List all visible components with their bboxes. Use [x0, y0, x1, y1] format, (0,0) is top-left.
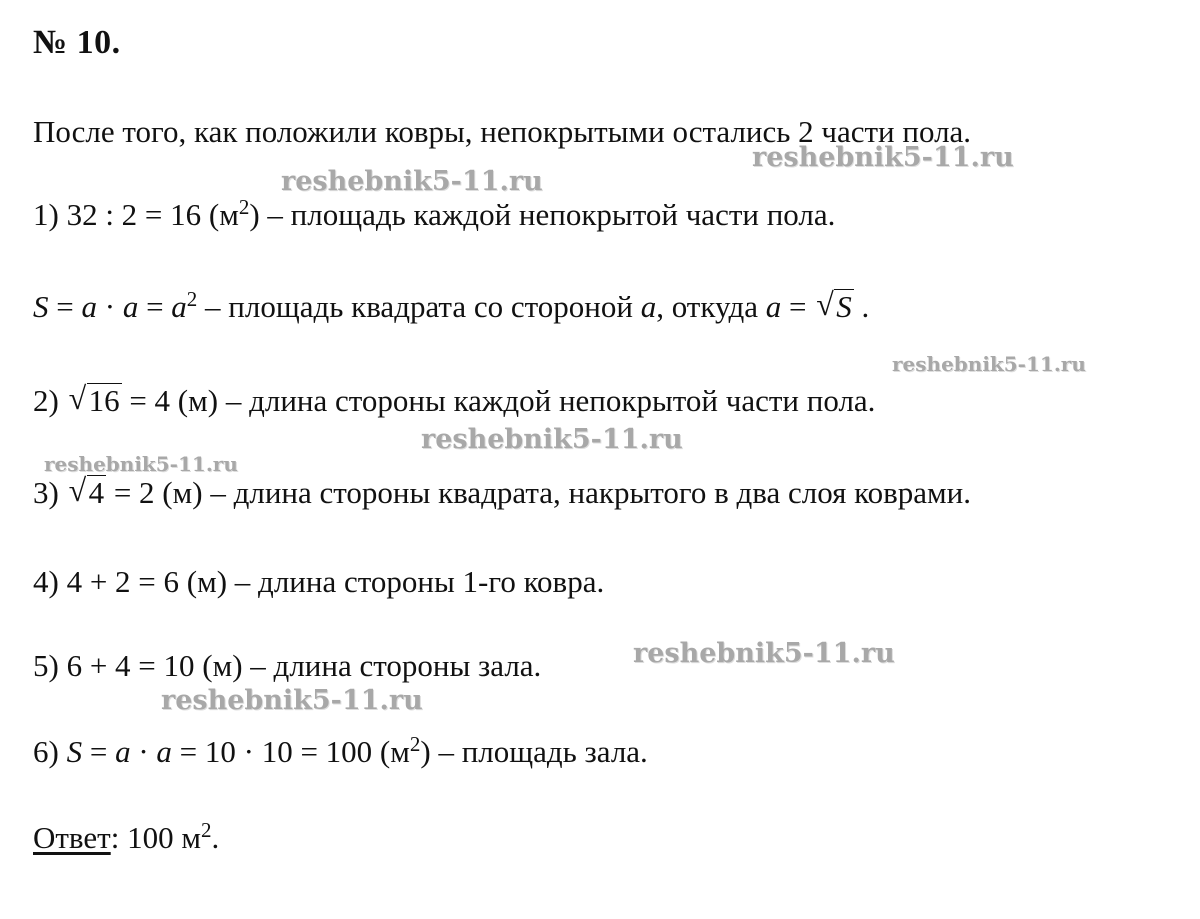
radical-icon: √	[68, 472, 87, 508]
answer-end: .	[211, 820, 220, 855]
formula-text2: , откуда	[656, 289, 766, 324]
watermark: reshebnik5-11.ru	[752, 142, 1014, 173]
formula-a2: a	[122, 289, 139, 324]
formula-s: S	[33, 289, 49, 324]
watermark: reshebnik5-11.ru	[421, 424, 683, 455]
step-6-exponent: 2	[409, 732, 421, 756]
watermark: reshebnik5-11.ru	[892, 352, 1086, 376]
step-6-prefix: 6)	[33, 734, 67, 769]
formula-a1: a	[81, 289, 97, 324]
step-3	[33, 472, 971, 513]
formula-dot: ·	[96, 289, 123, 324]
step-2	[33, 380, 875, 421]
step-6-suffix: ) – площадь зала.	[420, 734, 648, 769]
intro-text: После того, как положили ковры, непокрытыми остались 2 части пола.	[33, 114, 972, 149]
step-6	[33, 732, 648, 772]
formula-eq1: =	[48, 289, 82, 324]
watermark: reshebnik5-11.ru	[44, 452, 238, 476]
formula-eq2: =	[138, 289, 172, 324]
step-6-eq1: =	[82, 734, 116, 769]
step-2-suffix: = 4 (м) – длина стороны каждой непокрытой части пола.	[121, 383, 876, 418]
sqrt-symbol	[818, 286, 854, 327]
step-1-prefix: 1) 32 : 2 = 16 (м	[33, 197, 239, 232]
answer-exponent: 2	[200, 818, 212, 842]
area-formula	[33, 286, 869, 327]
answer-text: : 100 м	[110, 820, 201, 855]
step-3-radicand: 4	[88, 475, 105, 510]
watermark: reshebnik5-11.ru	[633, 638, 895, 669]
formula-a4: a	[640, 289, 657, 324]
step-3-prefix: 3)	[33, 475, 67, 510]
step-4: 4) 4 + 2 = 6 (м) – длина стороны 1-го ковра.	[33, 564, 605, 599]
formula-exponent: 2	[186, 287, 198, 311]
watermark: reshebnik5-11.ru	[281, 166, 543, 197]
step-1-exponent: 2	[238, 195, 250, 219]
answer-label: Ответ	[33, 820, 111, 855]
formula-a3: a	[171, 289, 187, 324]
answer	[33, 818, 219, 858]
step-5: 5) 6 + 4 = 10 (м) – длина стороны зала.	[33, 648, 542, 683]
watermark: reshebnik5-11.ru	[161, 685, 423, 716]
formula-eq3: =	[781, 289, 815, 324]
formula-a5: a	[765, 289, 782, 324]
formula-radicand: S	[836, 289, 852, 324]
step-3-suffix: = 2 (м) – длина стороны квадрата, накрытого в два слоя коврами.	[106, 475, 971, 510]
sqrt-symbol	[68, 380, 122, 421]
step-6-s: S	[66, 734, 83, 769]
step-6-rest: = 10 · 10 = 100 (м	[171, 734, 410, 769]
step-2-radicand: 16	[88, 383, 120, 418]
step-1	[33, 195, 835, 235]
radical-icon: √	[816, 286, 834, 322]
step-6-a1: a	[115, 734, 131, 769]
problem-title: № 10.	[33, 24, 121, 61]
radical-icon: √	[68, 380, 87, 416]
formula-end: .	[853, 289, 870, 324]
step-1-suffix: ) – площадь каждой непокрытой части пола.	[249, 197, 836, 232]
formula-text: – площадь квадрата со стороной	[197, 289, 641, 324]
step-6-a2: a	[156, 734, 172, 769]
step-6-dot: ·	[130, 734, 157, 769]
sqrt-symbol	[68, 472, 107, 513]
step-2-prefix: 2)	[33, 383, 67, 418]
